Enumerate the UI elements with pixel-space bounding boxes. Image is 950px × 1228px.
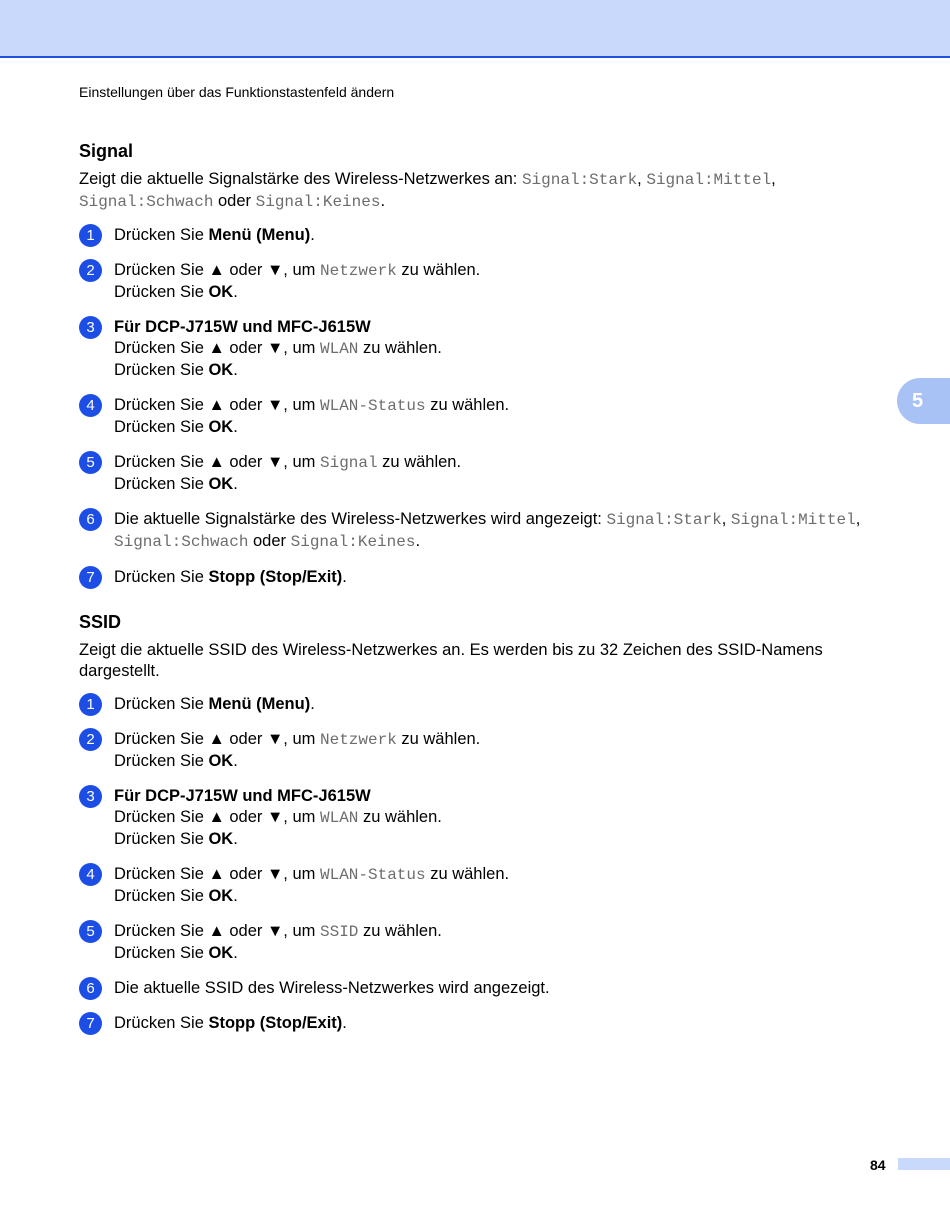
section-heading-signal: Signal <box>79 141 134 161</box>
text-run: . <box>233 752 238 770</box>
bold-text: OK <box>208 830 234 848</box>
step-item <box>79 864 891 907</box>
menu-option: Signal:Schwach <box>79 193 214 211</box>
running-header: Einstellungen über das Funktionstastenfeld ändern <box>79 84 395 100</box>
step-line <box>114 829 891 850</box>
text-run: zu wählen. <box>396 730 481 748</box>
text-run: Drücken Sie <box>114 283 209 301</box>
step-number-badge: 5 <box>79 920 102 943</box>
bold-text: OK <box>208 887 234 905</box>
section-signal <box>79 139 891 602</box>
step-line <box>114 260 891 282</box>
bold-text: OK <box>208 752 234 770</box>
text-run: . <box>233 283 238 301</box>
step-item <box>79 978 891 999</box>
text-run: zu wählen. <box>358 808 442 826</box>
chapter-number: 5 <box>912 389 924 412</box>
step-item <box>79 729 891 772</box>
text-run: . <box>380 192 386 210</box>
text-run: , <box>855 510 861 528</box>
text-run: Drücken Sie ▲ oder ▼, um <box>114 339 320 357</box>
step-item <box>79 260 891 303</box>
text-run: , <box>637 170 647 188</box>
text-run: Drücken Sie ▲ oder ▼, um <box>114 453 320 471</box>
bold-text: OK <box>208 418 234 436</box>
step-line <box>114 317 891 338</box>
text-run: Drücken Sie <box>114 695 209 713</box>
step-number-badge: 4 <box>79 863 102 886</box>
step-line <box>114 1013 891 1034</box>
menu-option: Signal:Mittel <box>646 171 772 189</box>
step-item <box>79 317 891 381</box>
text-run: . <box>310 695 315 713</box>
text-run: Die aktuelle SSID des Wireless-Netzwerkes wird angezeigt. <box>114 979 550 997</box>
text-run: Drücken Sie <box>114 418 209 436</box>
step-item <box>79 1013 891 1034</box>
step-number-badge: 7 <box>79 1012 102 1035</box>
text-run: , <box>721 510 731 528</box>
menu-option: SSID <box>319 923 359 941</box>
section-intro-signal <box>79 169 891 213</box>
step-line <box>114 943 891 964</box>
step-number-badge: 6 <box>79 508 102 531</box>
text-run: Drücken Sie <box>114 475 209 493</box>
step-line <box>114 282 891 303</box>
step-item <box>79 509 891 553</box>
text-run: Drücken Sie <box>114 568 209 586</box>
text-run: . <box>233 475 238 493</box>
step-line <box>114 417 891 438</box>
menu-option: WLAN <box>319 340 359 358</box>
text-run: Zeigt die aktuelle Signalstärke des Wireless-Netzwerkes an: <box>79 170 522 188</box>
step-line <box>114 807 891 829</box>
text-run: Drücken Sie <box>114 752 209 770</box>
menu-option: Signal:Schwach <box>114 533 249 551</box>
step-line <box>114 225 891 246</box>
step-item <box>79 567 891 588</box>
menu-option: Signal:Mittel <box>730 511 856 529</box>
step-item <box>79 786 891 850</box>
step-number-badge: 1 <box>79 693 102 716</box>
text-run: oder <box>213 192 256 210</box>
text-run: Drücken Sie <box>114 830 209 848</box>
text-run: . <box>233 944 238 962</box>
text-run: . <box>233 418 238 436</box>
text-run: Drücken Sie <box>114 226 209 244</box>
text-run: . <box>342 568 347 586</box>
step-line <box>114 751 891 772</box>
text-run: Drücken Sie ▲ oder ▼, um <box>114 261 320 279</box>
step-number-badge: 3 <box>79 316 102 339</box>
section-ssid <box>79 610 891 1048</box>
text-run: . <box>342 1014 347 1032</box>
menu-option: Netzwerk <box>319 731 397 749</box>
step-item <box>79 225 891 246</box>
text-run: . <box>233 361 238 379</box>
menu-option: Signal:Keines <box>290 533 416 551</box>
text-run: zu wählen. <box>425 396 510 414</box>
step-item <box>79 921 891 964</box>
section-heading-ssid: SSID <box>79 612 122 632</box>
bold-text: Stopp (Stop/Exit) <box>208 1014 343 1032</box>
text-run: Zeigt die aktuelle SSID des Wireless-Netzwerkes an. Es werden bis zu 32 Zeichen des SSID-Namens dargestellt. <box>79 641 823 680</box>
bold-text: Menü (Menu) <box>208 695 311 713</box>
menu-option: Netzwerk <box>319 262 397 280</box>
menu-option: WLAN-Status <box>319 866 426 884</box>
text-run: Drücken Sie ▲ oder ▼, um <box>114 922 320 940</box>
step-line <box>114 864 891 886</box>
step-number-badge: 2 <box>79 728 102 751</box>
chapter-tab <box>897 378 950 424</box>
step-number-badge: 1 <box>79 224 102 247</box>
text-run: . <box>310 226 315 244</box>
step-line <box>114 886 891 907</box>
step-number-badge: 2 <box>79 259 102 282</box>
step-number-badge: 6 <box>79 977 102 1000</box>
text-run: oder <box>248 532 291 550</box>
step-line <box>114 786 891 807</box>
bold-text: Menü (Menu) <box>208 226 311 244</box>
page-number: 84 <box>870 1157 886 1173</box>
text-run: zu wählen. <box>358 922 442 940</box>
menu-option: WLAN <box>319 809 359 827</box>
text-run: . <box>233 887 238 905</box>
text-run: Drücken Sie <box>114 887 209 905</box>
step-item <box>79 395 891 438</box>
menu-option: Signal:Stark <box>521 171 638 189</box>
step-number-badge: 5 <box>79 451 102 474</box>
step-line <box>114 452 891 474</box>
text-run: zu wählen. <box>377 453 462 471</box>
step-list-signal <box>79 225 891 588</box>
text-run: Drücken Sie ▲ oder ▼, um <box>114 730 320 748</box>
step-line <box>114 474 891 495</box>
step-line <box>114 694 891 715</box>
menu-option: Signal:Stark <box>606 511 722 529</box>
step-item <box>79 452 891 495</box>
step-line <box>114 338 891 360</box>
text-run: Drücken Sie <box>114 944 209 962</box>
bold-text: OK <box>208 283 234 301</box>
text-run: Drücken Sie <box>114 1014 209 1032</box>
bold-text: Für DCP-J715W und MFC-J615W <box>114 787 371 805</box>
step-number-badge: 4 <box>79 394 102 417</box>
bold-text: OK <box>208 361 234 379</box>
step-line <box>114 360 891 381</box>
menu-option: Signal <box>319 454 378 472</box>
bold-text: OK <box>208 944 234 962</box>
step-line <box>114 978 891 999</box>
menu-option: Signal:Keines <box>255 193 381 211</box>
step-number-badge: 3 <box>79 785 102 808</box>
menu-option: WLAN-Status <box>319 397 426 415</box>
text-run: Drücken Sie <box>114 361 209 379</box>
bold-text: OK <box>208 475 234 493</box>
text-run: , <box>771 170 776 188</box>
step-number-badge: 7 <box>79 566 102 589</box>
section-intro-ssid <box>79 640 891 682</box>
header-band <box>0 0 950 58</box>
step-line <box>114 921 891 943</box>
bold-text: Für DCP-J715W und MFC-J615W <box>114 318 371 336</box>
text-run: zu wählen. <box>396 261 481 279</box>
step-item <box>79 694 891 715</box>
page-number-bar <box>898 1158 950 1170</box>
text-run: . <box>415 532 421 550</box>
step-list-ssid <box>79 694 891 1034</box>
bold-text: Stopp (Stop/Exit) <box>208 568 343 586</box>
step-line <box>114 395 891 417</box>
text-run: Drücken Sie ▲ oder ▼, um <box>114 808 320 826</box>
step-line <box>114 509 891 553</box>
text-run: zu wählen. <box>358 339 442 357</box>
text-run: Die aktuelle Signalstärke des Wireless-Netzwerkes wird angezeigt: <box>114 510 607 528</box>
text-run: Drücken Sie ▲ oder ▼, um <box>114 865 320 883</box>
step-line <box>114 567 891 588</box>
text-run: zu wählen. <box>425 865 510 883</box>
step-line <box>114 729 891 751</box>
text-run: Drücken Sie ▲ oder ▼, um <box>114 396 320 414</box>
text-run: . <box>233 830 238 848</box>
